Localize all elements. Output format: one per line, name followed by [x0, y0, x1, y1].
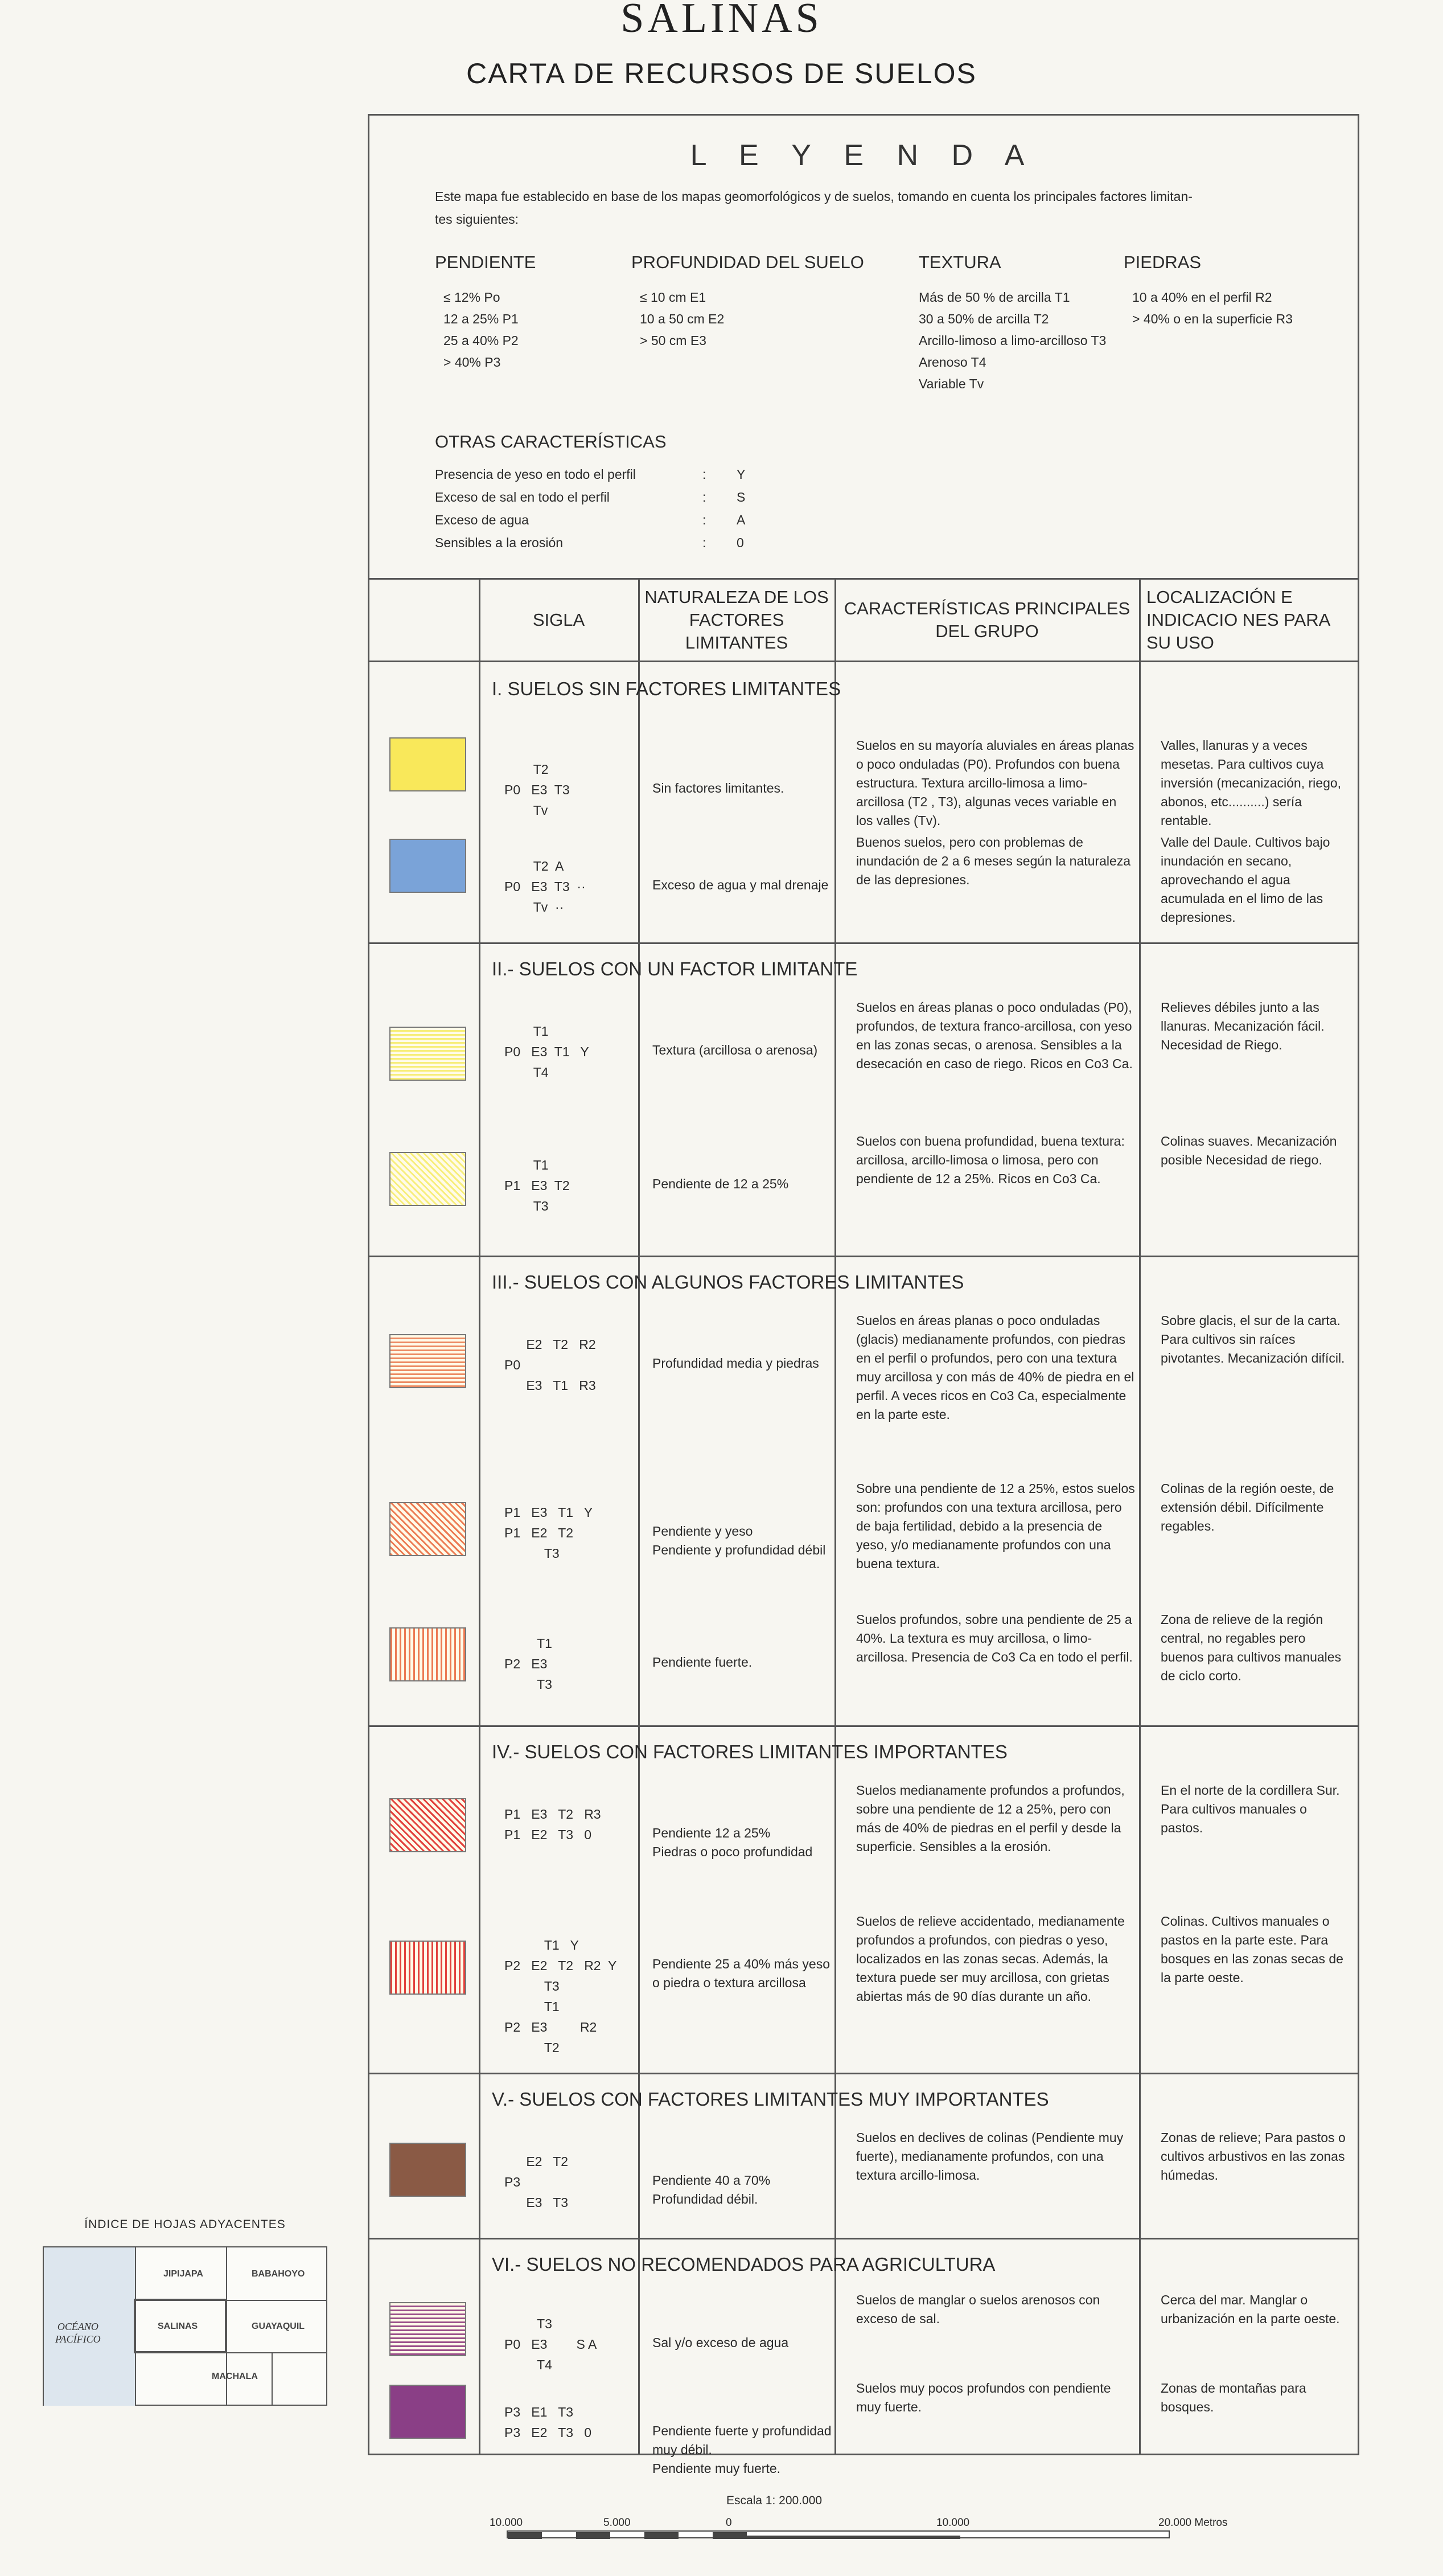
otras-label: Presencia de yeso en todo el perfil [435, 467, 636, 482]
sigla-code: T1 P2 E3 T3 [504, 1636, 552, 1692]
profundidad-item: ≤ 10 cm E1 [640, 290, 706, 305]
localizacion-text: Relieves débiles junto a las llanuras. Mecanización fácil. Necesidad de Riego. [1161, 1000, 1325, 1052]
map-title: SALINAS [620, 0, 823, 42]
naturaleza-text: Pendiente 25 a 40% más yeso o piedra o textura arcillosa [652, 1956, 830, 1990]
header-naturaleza: NATURALEZA DE LOS FACTORES LIMITANTES [644, 587, 829, 653]
legend-swatch [389, 2302, 466, 2356]
section-title: VI.- SUELOS NO RECOMENDADOS PARA AGRICULTURA [492, 2254, 996, 2275]
map-subtitle: CARTA DE RECURSOS DE SUELOS [466, 58, 977, 89]
legend-heading: L E Y E N D A [690, 139, 1037, 172]
piedras-title: PIEDRAS [1124, 252, 1202, 272]
otras-row: Exceso de sal en todo el perfil : S [435, 486, 745, 508]
naturaleza-text: Pendiente fuerte. [652, 1655, 753, 1670]
legend-swatch [389, 2385, 466, 2439]
index-sheet-label: MACHALA [212, 2372, 258, 2381]
otras-label: Sensibles a la erosión [435, 535, 564, 550]
pendiente-item: 12 a 25% P1 [443, 311, 519, 326]
scale-title: Escala 1: 200.000 [726, 2494, 823, 2507]
naturaleza-text: Pendiente de 12 a 25% [652, 1176, 789, 1191]
textura-title: TEXTURA [919, 252, 1001, 272]
otras-row: Exceso de agua : A [435, 508, 745, 531]
localizacion-text: Cerca del mar. Manglar o urbanización en la parte oeste. [1161, 2292, 1340, 2326]
textura-list [919, 286, 1106, 395]
textura-item: 30 a 50% de arcilla T2 [919, 311, 1049, 326]
scale-bar [507, 2530, 1170, 2538]
soil-section [369, 1257, 1358, 1727]
sigla-code: E2 T2 R2 P0 E3 T1 R3 [504, 1337, 596, 1393]
caracteristicas-text: Suelos en declives de colinas (Pendiente muy fuerte), medianamente profundos, con una textura arcillo-limosa. [856, 2130, 1124, 2183]
scale-label: 10.000 [936, 2517, 970, 2529]
profundidad-list [640, 286, 724, 351]
soil-section [369, 662, 1358, 944]
scale-bar-block [490, 2488, 1241, 2557]
legend-swatch [389, 1152, 466, 1206]
caracteristicas-text: Suelos medianamente profundos a profundos, sobre una pendiente de 12 a 25%, pero con más de 40% de piedras en el perfil y desde la superficie. Sensibles a la erosión. [856, 1783, 1125, 1854]
table-header [369, 580, 1358, 662]
legend-swatch [389, 2143, 466, 2197]
soil-section [369, 1727, 1358, 2074]
localizacion-text: En el norte de la cordillera Sur. Para cultivos manuales o pastos. [1161, 1783, 1340, 1835]
legend-swatch [389, 737, 466, 791]
naturaleza-text: Textura (arcillosa o arenosa) [652, 1043, 818, 1057]
scale-label: 20.000 Metros [1158, 2517, 1228, 2529]
sigla-code: P1 E3 T1 Y P1 E2 T2 T3 [504, 1505, 593, 1561]
naturaleza-text: Sal y/o exceso de agua [652, 2335, 789, 2350]
caracteristicas-text: Buenos suelos, pero con problemas de inundación de 2 a 6 meses según la naturaleza de las depresiones. [856, 835, 1131, 887]
scale-label: 0 [726, 2517, 732, 2529]
legend-swatch [389, 1502, 466, 1556]
otras-row: Sensibles a la erosión : 0 [435, 531, 745, 554]
section-title: II.- SUELOS CON UN FACTOR LIMITANTE [492, 958, 858, 979]
sigla-code: E2 T2 P3 E3 T3 [504, 2154, 569, 2210]
caracteristicas-text: Suelos profundos, sobre una pendiente de 25 a 40%. La textura es muy arcillosa, o limo-arcillosa. Presencia de Co3 Ca en todo el perfil. [856, 1612, 1133, 1664]
profundidad-item: > 50 cm E3 [640, 333, 706, 348]
caracteristicas-text: Suelos en áreas planas o poco onduladas (glacis) medianamente profundos, con piedras en el perfil o profundos, pero con una textura muy arcillosa y con más de 40% de piedra en el perfil. A veces ricos en Co3 Ca, especialmente en la parte este. [856, 1313, 1134, 1422]
textura-item: Arcillo-limoso a limo-arcilloso T3 [919, 333, 1107, 348]
naturaleza-text: Pendiente 40 a 70% Profundidad débil. [652, 2173, 771, 2206]
localizacion-text: Colinas. Cultivos manuales o pastos en la parte este. Para bosques en las zonas secas de la parte oeste. [1161, 1914, 1343, 1985]
scale-label: 10.000 [490, 2517, 523, 2529]
soil-section [369, 2074, 1358, 2239]
otras-code: Y [737, 467, 746, 482]
legend-sheet [368, 114, 1359, 2476]
section-title: IV.- SUELOS CON FACTORES LIMITANTES IMPORTANTES [492, 1741, 1008, 1762]
localizacion-text: Zonas de relieve; Para pastos o cultivos arbustivos en las zonas húmedas. [1161, 2130, 1346, 2183]
pendiente-item: > 40% P3 [443, 355, 501, 370]
caracteristicas-text: Suelos con buena profundidad, buena textura: arcillosa, arcillo-limosa o limosa, pero con pendiente de 12 a 25%. Ricos en Co3 Ca. [856, 1134, 1125, 1186]
adjacent-sheets-index [43, 2218, 327, 2406]
section-title: I. SUELOS SIN FACTORES LIMITANTES [492, 678, 841, 699]
sigla-code: P3 E1 T3 P3 E2 T3 0 [504, 2405, 591, 2440]
scale-label: 5.000 [603, 2517, 631, 2529]
index-ocean-label: OCÉANO PACÍFICO [55, 2321, 101, 2345]
otras-code: S [737, 490, 746, 504]
piedras-list [1132, 286, 1293, 330]
naturaleza-text: Exceso de agua y mal drenaje [652, 877, 829, 892]
pendiente-item: 25 a 40% P2 [443, 333, 519, 348]
localizacion-text: Zona de relieve de la región central, no regables pero buenos para cultivos manuales de ciclo corto. [1161, 1612, 1342, 1683]
piedras-item: > 40% o en la superficie R3 [1132, 311, 1293, 326]
legend-swatch [389, 1027, 466, 1081]
caracteristicas-text: Suelos de relieve accidentado, medianamente profundos a profundos, con piedras o yeso, localizados en las zonas secas. Además, la textura puede ser muy arcillosa, con grietas abiertas más de 90 días durante un año. [856, 1914, 1125, 2004]
legend-intro [435, 185, 1323, 231]
sigla-code: T1 P0 E3 T1 Y T4 [504, 1024, 589, 1080]
index-sheet-label: JIPIJAPA [163, 2269, 203, 2279]
index-sheet-label: GUAYAQUIL [252, 2321, 305, 2331]
index-ocean-label [55, 2320, 101, 2345]
index-title: ÍNDICE DE HOJAS ADYACENTES [84, 2218, 286, 2231]
localizacion-text: Valles, llanuras y a veces mesetas. Para cultivos cuya inversión (mecanización, riego, abonos, etc..........) sería rentable. [1161, 738, 1342, 828]
legend-intro-line-1: Este mapa fue establecido en base de los mapas geomorfológicos y de suelos, tomando en cuenta los principales factores limitan- [435, 189, 1193, 204]
soil-section [369, 2239, 1358, 2476]
otras-label: Exceso de agua [435, 512, 529, 527]
otras-list [435, 463, 745, 554]
header-sigla: SIGLA [532, 610, 585, 630]
sigla-code: T1 Y P2 E2 T2 R2 Y T3 T1 P2 E3 R2 T2 [504, 1938, 617, 2055]
header-localizacion: LOCALIZACIÓN E INDICACIO NES PARA SU USO [1146, 587, 1330, 653]
textura-item: Arenoso T4 [919, 355, 986, 370]
piedras-item: 10 a 40% en el perfil R2 [1132, 290, 1272, 305]
caracteristicas-text: Suelos de manglar o suelos arenosos con exceso de sal. [856, 2292, 1100, 2326]
localizacion-text: Sobre glacis, el sur de la carta. Para cultivos sin raíces pivotantes. Mecanización difícil. [1161, 1313, 1345, 1365]
sigla-code: T1 P1 E3 T2 T3 [504, 1158, 570, 1213]
section-title: V.- SUELOS CON FACTORES LIMITANTES MUY IMPORTANTES [492, 2089, 1049, 2110]
localizacion-text: Valle del Daule. Cultivos bajo inundación en secano, aprovechando el agua acumulada en el limo de las depresiones. [1161, 835, 1330, 925]
otras-label: Exceso de sal en todo el perfil [435, 490, 610, 504]
pendiente-title: PENDIENTE [435, 252, 536, 272]
naturaleza-text: Pendiente y yeso Pendiente y profundidad débil [652, 1524, 826, 1557]
profundidad-item: 10 a 50 cm E2 [640, 311, 725, 326]
legend-intro-line-2: tes siguientes: [435, 212, 519, 227]
legend-swatch [389, 839, 466, 893]
index-sheet-label: SALINAS [158, 2321, 198, 2331]
profundidad-title: PROFUNDIDAD DEL SUELO [631, 252, 864, 272]
sigla-code: T2 A P0 E3 T3 ·· Tv ·· [504, 859, 586, 914]
legend-swatch [389, 1941, 466, 1995]
section-title: III.- SUELOS CON ALGUNOS FACTORES LIMITANTES [492, 1271, 964, 1293]
legend-swatch [389, 1798, 466, 1852]
localizacion-text: Colinas de la región oeste, de extensión débil. Difícilmente regables. [1161, 1481, 1334, 1533]
legend-swatch [389, 1334, 466, 1388]
otras-code: 0 [737, 535, 744, 550]
otras-title: OTRAS CARACTERÍSTICAS [435, 432, 667, 452]
caracteristicas-text: Suelos en áreas planas o poco onduladas (P0), profundos, de textura franco-arcillosa, con yeso en las zonas secas, o arenosa. Sensibles a la desecación en caso de riego. Ricos en Co3 Ca. [856, 1000, 1133, 1071]
otras-code: A [737, 512, 746, 527]
scale-bar-graphic [508, 2532, 1171, 2539]
caracteristicas-text: Suelos en su mayoría aluviales en áreas planas o poco onduladas (P0). Profundos con buena estructura. Textura arcillo-limosa a limo-arcillosa (T2 , T3), algunas veces variable en los valles (Tv). [856, 738, 1134, 828]
naturaleza-text: Pendiente 12 a 25% Piedras o poco profundidad [652, 1826, 813, 1859]
sigla-code: T3 P0 E3 S A T4 [504, 2316, 597, 2372]
textura-item: Variable Tv [919, 376, 984, 391]
sigla-code: T2 P0 E3 T3 Tv [504, 762, 570, 818]
naturaleza-text: Sin factores limitantes. [652, 781, 784, 795]
index-sheet-label: BABAHOYO [252, 2269, 305, 2279]
pendiente-list [443, 286, 519, 373]
header-caracteristicas: CARACTERÍSTICAS PRINCIPALES DEL GRUPO [844, 598, 1130, 641]
sigla-code: P1 E3 T2 R3 P1 E2 T3 0 [504, 1807, 601, 1842]
textura-item: Más de 50 % de arcilla T1 [919, 290, 1070, 305]
naturaleza-text: Profundidad media y piedras [652, 1356, 819, 1371]
localizacion-text: Colinas suaves. Mecanización posible Necesidad de riego. [1161, 1134, 1337, 1167]
pendiente-item: ≤ 12% Po [443, 290, 500, 305]
legend-swatch [389, 1627, 466, 1681]
legend-box [369, 116, 1358, 580]
soil-section [369, 944, 1358, 1257]
localizacion-text: Zonas de montañas para bosques. [1161, 2381, 1306, 2414]
caracteristicas-text: Sobre una pendiente de 12 a 25%, estos suelos son: profundos con una textura arcillosa, pero de baja fertilidad, debido a la presencia de yeso, y/o medianamente profundos con una buena textura. [856, 1481, 1135, 1571]
naturaleza-text: Pendiente fuerte y profundidad muy débil. Pendiente muy fuerte. [652, 2423, 832, 2476]
caracteristicas-text: Suelos muy pocos profundos con pendiente muy fuerte. [856, 2381, 1111, 2414]
index-map [43, 2246, 327, 2406]
otras-row: Presencia de yeso en todo el perfil : Y [435, 463, 745, 486]
